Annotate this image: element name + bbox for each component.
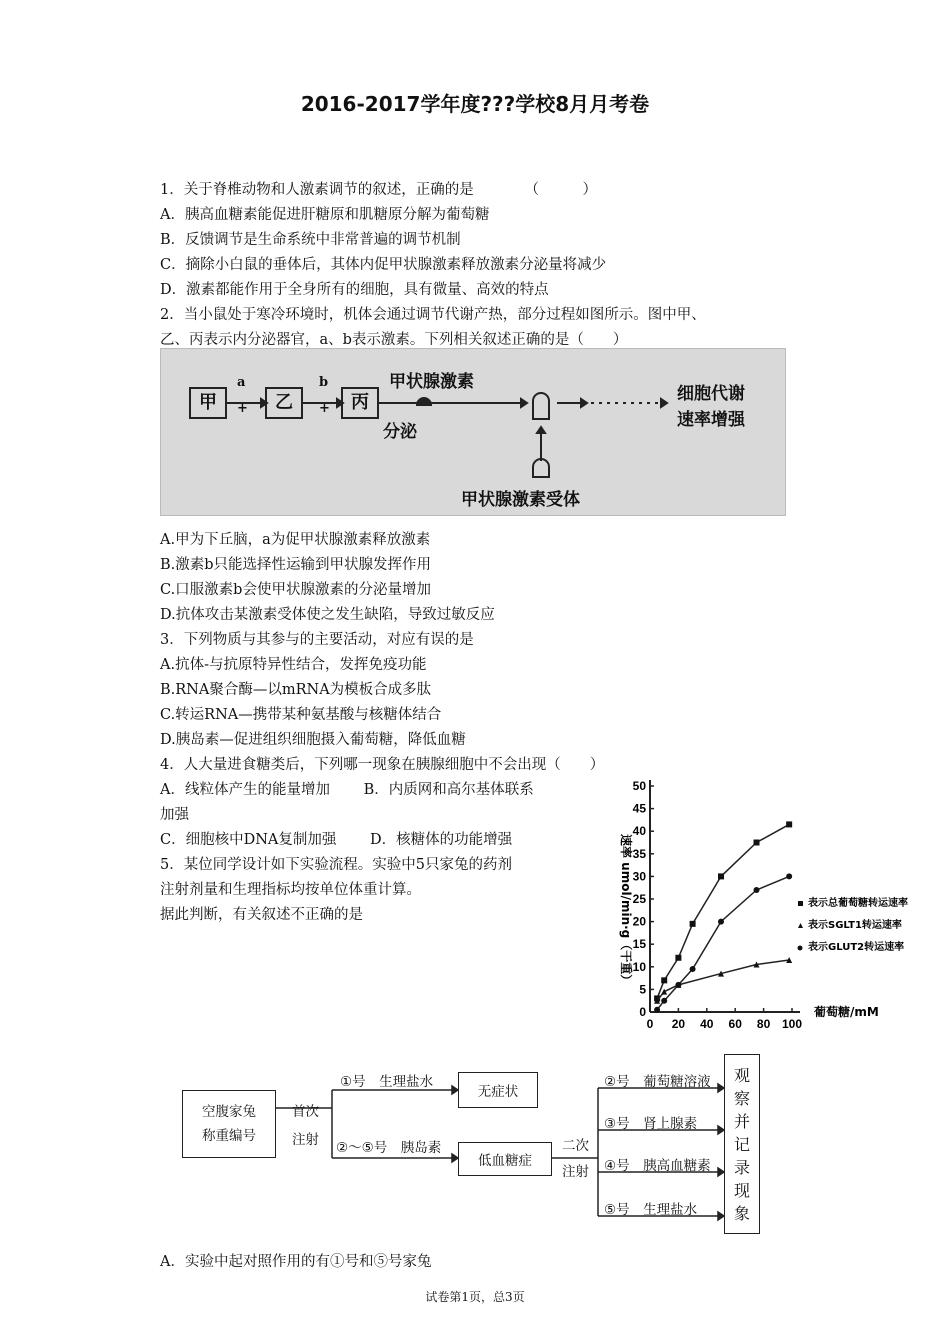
x-tick-label: 60 xyxy=(728,1017,742,1031)
data-point-square xyxy=(690,921,696,927)
data-point-square xyxy=(675,955,681,961)
effect-label-2: 速率增强 xyxy=(677,410,745,430)
y-tick-label: 25 xyxy=(632,892,646,906)
x-axis-label: 葡萄糖/mM xyxy=(814,1005,879,1019)
receptor-label: 甲状腺激素受体 xyxy=(461,490,580,510)
y-tick-label: 50 xyxy=(632,779,646,793)
q2-option-a: A.甲为下丘脑，a为促甲状腺激素释放激素 xyxy=(160,532,431,548)
q5-stem-3: 据此判断，有关叙述不正确的是 xyxy=(160,907,363,923)
data-point-triangle xyxy=(661,989,667,995)
start-line-1: 空腹家兔 xyxy=(202,1104,256,1120)
data-point-circle xyxy=(690,966,696,972)
y-tick-label: 45 xyxy=(632,801,646,816)
y-tick-label: 35 xyxy=(632,846,646,861)
data-point-square xyxy=(661,977,667,983)
x-tick-label: 80 xyxy=(756,1017,771,1031)
data-point-square xyxy=(754,840,760,846)
group-2-5-label: ②～⑤号 胰岛素 xyxy=(336,1140,442,1156)
q5-option-a: A．实验中起对照作用的有①号和⑤号家兔 xyxy=(160,1254,432,1270)
series-line-2 xyxy=(657,960,789,1001)
q2-option-c: C.口服激素b会使甲状腺激素的分泌量增加 xyxy=(160,582,431,598)
legend-label: 表示GLUT2转运速率 xyxy=(808,942,905,953)
second-inject-1: 二次 xyxy=(562,1138,589,1154)
legend-label: 表示SGLT1转运速率 xyxy=(808,920,902,931)
q5-stem-1: 5．某位同学设计如下实验流程。实验中5只家兔的药剂 xyxy=(160,857,512,873)
observe-char: 录 xyxy=(733,1157,750,1177)
observe-char: 现 xyxy=(733,1180,750,1200)
secrete-label: 分泌 xyxy=(383,422,417,442)
observe-char: 察 xyxy=(733,1088,750,1108)
start-line-2: 称重编号 xyxy=(202,1128,256,1144)
y-tick-label: 20 xyxy=(632,914,646,929)
q3-stem: 3．下列物质与其参与的主要活动，对应有误的是 xyxy=(160,632,474,648)
page-title: 2016-2017学年度???学校8月月考卷 xyxy=(300,92,650,116)
thyroid-hormone-label: 甲状腺激素 xyxy=(389,372,474,392)
hypoglycemia-box: 低血糖症 xyxy=(458,1142,552,1176)
group-1-label: ①号 生理盐水 xyxy=(340,1074,434,1090)
data-point-circle xyxy=(654,1007,660,1013)
observe-char: 记 xyxy=(733,1134,750,1154)
organ-yi: 乙 xyxy=(265,387,303,419)
q3-option-c: C.转运RNA—携带某种氨基酸与核糖体结合 xyxy=(160,707,442,723)
result-3: ③号 肾上腺素 xyxy=(604,1116,698,1132)
observe-char: 观 xyxy=(733,1065,750,1085)
q5-stem-2: 注射剂量和生理指标均按单位体重计算。 xyxy=(160,882,421,898)
legend-label: 表示总葡萄糖转运速率 xyxy=(808,898,908,909)
result-2: ②号 葡萄糖溶液 xyxy=(604,1074,711,1090)
x-tick-label: 40 xyxy=(700,1017,714,1031)
start-box xyxy=(182,1090,276,1158)
q1-option-a: A．胰高血糖素能促进肝糖原和肌糖原分解为葡萄糖 xyxy=(160,207,490,223)
q1-option-d: D．激素都能作用于全身所有的细胞，具有微量、高效的特点 xyxy=(160,282,549,298)
legend-marker xyxy=(798,946,803,951)
data-point-circle xyxy=(675,982,681,988)
y-tick-label: 5 xyxy=(639,982,646,997)
q4-stem: 4．人大量进食糖类后，下列哪一现象在胰腺细胞中不会出现（ ） xyxy=(160,757,605,773)
q2-option-d: D.抗体攻击某激素受体使之发生缺陷，导致过敏反应 xyxy=(160,607,495,623)
q3-option-b: B.RNA聚合酶—以mRNA为模板合成多肽 xyxy=(160,682,432,698)
y-tick-label: 30 xyxy=(632,869,646,884)
legend-marker xyxy=(798,901,803,906)
y-tick-label: 10 xyxy=(632,959,646,974)
q4-options-ab-cont: 加强 xyxy=(160,807,189,823)
label-a: a xyxy=(237,375,246,390)
y-tick-label: 40 xyxy=(632,824,646,839)
q3-option-a: A.抗体-与抗原特异性结合，发挥免疫功能 xyxy=(160,657,427,673)
x-tick-label: 20 xyxy=(671,1017,686,1031)
y-axis-label: 速率 umol/min·g（干重） xyxy=(619,834,633,987)
data-point-circle xyxy=(718,919,724,925)
x-tick-label: 100 xyxy=(781,1017,803,1031)
first-inject-1: 首次 xyxy=(292,1104,319,1120)
pathway-arrows xyxy=(161,349,785,515)
q3-option-d: D.胰岛素—促进组织细胞摄入葡萄糖，降低血糖 xyxy=(160,732,466,748)
label-b: b xyxy=(319,375,329,390)
q2-stem-1: 2．当小鼠处于寒冷环境时，机体会通过调节代谢产热，部分过程如图所示。图中甲、 xyxy=(160,307,706,323)
y-tick-label: 15 xyxy=(632,937,646,952)
x-tick-label: 0 xyxy=(646,1017,654,1031)
q1-option-c: C．摘除小白鼠的垂体后，其体内促甲状腺激素释放激素分泌量将减少 xyxy=(160,257,607,273)
observe-char: 并 xyxy=(733,1111,750,1131)
data-point-circle xyxy=(754,887,760,893)
y-tick-label: 0 xyxy=(639,1005,646,1019)
legend-marker xyxy=(798,923,803,928)
q1-option-b: B．反馈调节是生命系统中非常普遍的调节机制 xyxy=(160,232,461,248)
second-inject-2: 注射 xyxy=(562,1164,589,1180)
q2-option-b: B.激素b只能选择性运输到甲状腺发挥作用 xyxy=(160,557,432,573)
no-symptom-box: 无症状 xyxy=(458,1072,538,1108)
effect-label-1: 细胞代谢 xyxy=(677,384,745,404)
plus-a: + xyxy=(237,401,248,416)
data-point-circle xyxy=(661,998,667,1004)
q4-options-cd: C．细胞核中DNA复制加强 D．核糖体的功能增强 xyxy=(160,832,513,848)
observe-box xyxy=(724,1054,760,1234)
q2-stem-2: 乙、丙表示内分泌器官，a、b表示激素。下列相关叙述正确的是（ ） xyxy=(160,332,628,348)
data-point-square xyxy=(718,873,724,879)
glucose-transport-chart xyxy=(600,770,940,1040)
page-footer: 试卷第1页，总3页 xyxy=(425,1290,525,1304)
data-point-square xyxy=(786,821,792,827)
result-5: ⑤号 生理盐水 xyxy=(604,1202,698,1218)
experiment-flowchart xyxy=(170,1050,770,1240)
plus-b: + xyxy=(319,401,330,416)
q1-stem: 1．关于脊椎动物和人激素调节的叙述，正确的是 （ ） xyxy=(160,182,597,198)
observe-char: 象 xyxy=(733,1203,750,1223)
data-point-circle xyxy=(786,873,792,879)
hormone-pathway-figure xyxy=(160,348,786,516)
series-line-3 xyxy=(657,876,789,1009)
organ-bing: 丙 xyxy=(341,387,379,419)
first-inject-2: 注射 xyxy=(292,1132,319,1148)
organ-jia: 甲 xyxy=(189,387,227,419)
result-4: ④号 胰高血糖素 xyxy=(604,1158,711,1174)
q4-options-ab: A．线粒体产生的能量增加 B．内质网和高尔基体联系 xyxy=(160,782,534,798)
